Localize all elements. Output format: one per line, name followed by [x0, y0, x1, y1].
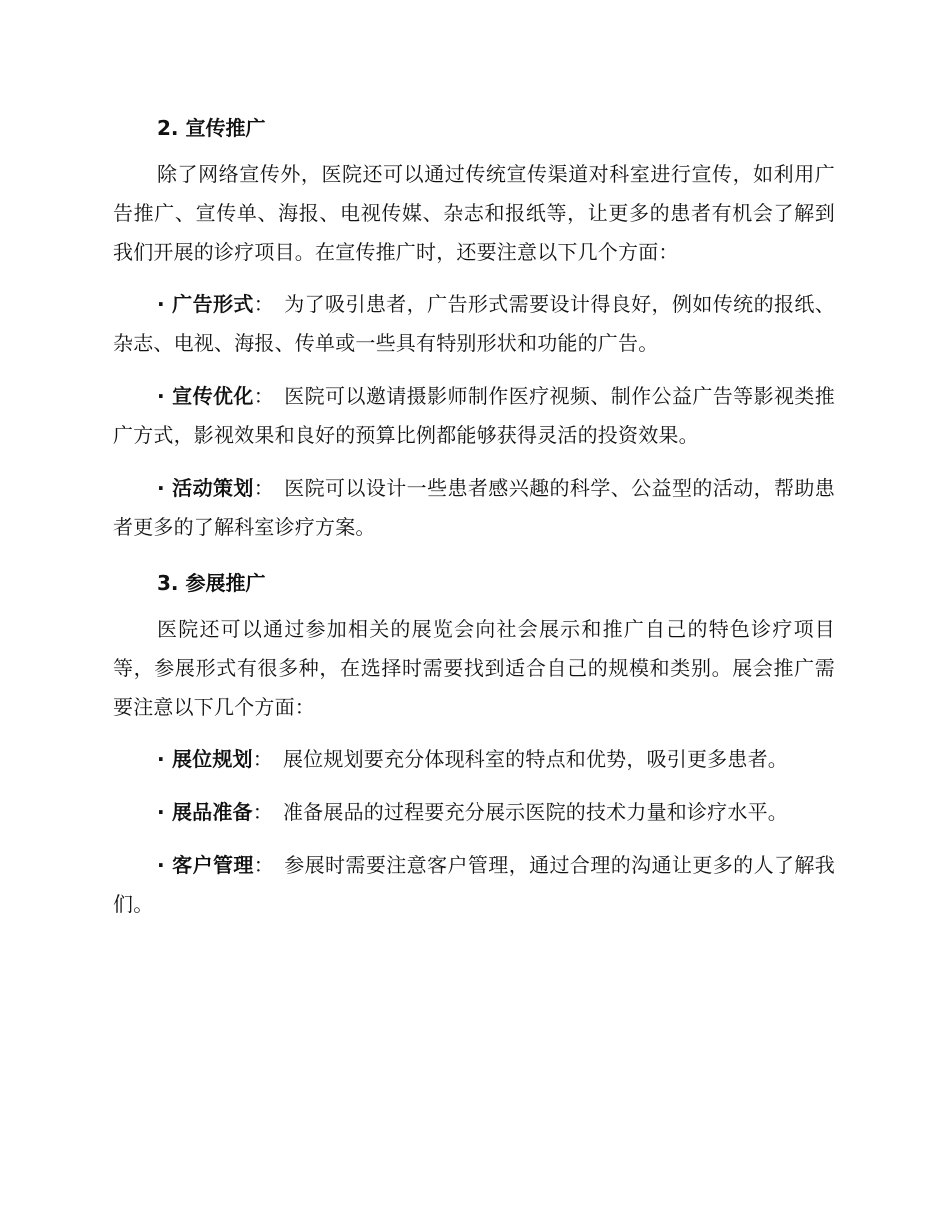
bullet-text: 医院可以设计一些患者感兴趣的科学、公益型的活动，帮助患者更多的了解科室诊疗方案。 [113, 476, 836, 539]
bullet-colon: ： [253, 476, 275, 500]
bullet-colon: ： [253, 853, 275, 877]
bullet-colon: ： [253, 384, 275, 408]
bullet-text: 医院可以邀请摄影师制作医疗视频、制作公益广告等影视类推广方式，影视效果和良好的预算比例都能够获得灵活的投资效果。 [113, 384, 836, 447]
bullet-term: · 客户管理 [157, 853, 254, 877]
bullet-term: · 展位规划 [157, 747, 253, 771]
bullet-term: · 宣传优化 [157, 384, 254, 408]
bullet-colon: ： [252, 747, 273, 771]
bullet-term: · 广告形式 [157, 292, 254, 316]
section-exhibition [113, 563, 835, 924]
bullet-text: 准备展品的过程要充分展示医院的技术力量和诊疗水平。 [282, 800, 788, 824]
section-promotion [113, 108, 835, 547]
bullet-colon: ： [253, 292, 275, 316]
bullet-item [113, 377, 835, 455]
bullet-item [113, 846, 835, 924]
bullet-term: · 活动策划 [157, 476, 254, 500]
bullet-item [113, 285, 835, 363]
bullet-text: 为了吸引患者，广告形式需要设计得良好，例如传统的报纸、杂志、电视、海报、传单或一些具有特别形状和功能的广告。 [113, 292, 836, 355]
bullet-item [113, 469, 835, 547]
section-heading: 2. 宣传推广 [157, 116, 266, 140]
document-page [113, 108, 835, 938]
bullet-colon: ： [252, 800, 273, 824]
section-intro: 医院还可以通过参加相关的展览会向社会展示和推广自己的特色诊疗项目等，参展形式有很多种，在选择时需要找到适合自己的规模和类别。展会推广需要注意以下几个方面： [113, 617, 835, 719]
bullet-item [113, 793, 835, 832]
section-heading: 3. 参展推广 [157, 571, 266, 595]
bullet-term: · 展品准备 [157, 800, 253, 824]
bullet-text: 参展时需要注意客户管理，通过合理的沟通让更多的人了解我们。 [113, 853, 836, 916]
bullet-text: 展位规划要充分体现科室的特点和优势，吸引更多患者。 [282, 747, 788, 771]
section-intro: 除了网络宣传外，医院还可以通过传统宣传渠道对科室进行宣传，如利用广告推广、宣传单、海报、电视传媒、杂志和报纸等，让更多的患者有机会了解到我们开展的诊疗项目。在宣传推广时，还要注意以下几个方面： [113, 162, 835, 264]
bullet-item [113, 740, 835, 779]
